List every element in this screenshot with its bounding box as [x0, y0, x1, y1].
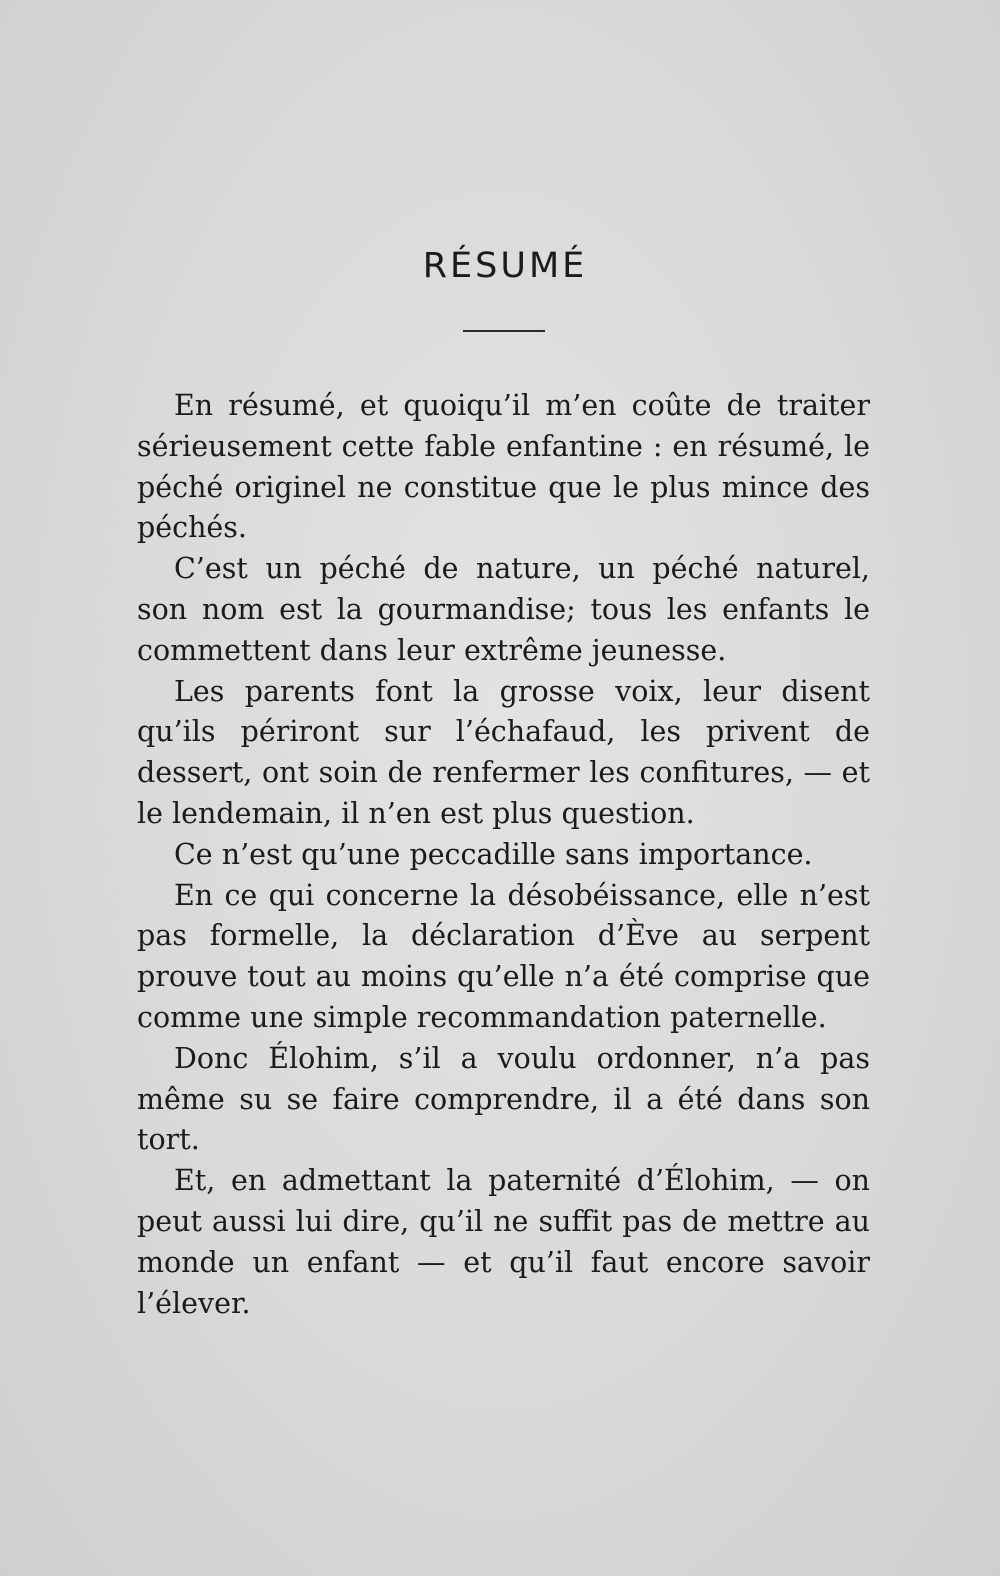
title-rule — [463, 330, 545, 332]
paragraph: Donc Élohim, s’il a voulu ordonner, n’a pas même su se faire comprendre, il a été dans son tort. — [137, 1041, 870, 1157]
chapter-title: RÉSUMÉ — [422, 246, 588, 286]
page-body — [137, 386, 870, 1324]
paragraph: Ce n’est qu’une peccadille sans importance. — [174, 837, 813, 871]
paragraph: En résumé, et quoiqu’il m’en coûte de traiter sérieusement cette fable enfantine : en résumé, le péché originel ne constitue que le plus mince des péchés. — [137, 389, 870, 545]
paragraph: Les parents font la grosse voix, leur disent qu’ils périront sur l’échafaud, les privent de dessert, ont soin de renfermer les confitures, — et le lendemain, il n’en est plus question. — [137, 674, 870, 830]
paragraph: C’est un péché de nature, un péché naturel, son nom est la gourmandise; tous les enfants le commettent dans leur extrême jeunesse. — [137, 552, 870, 667]
paragraph: Et, en admettant la paternité d’Élohim, — on peut aussi lui dire, qu’il ne suffit pas de mettre au monde un enfant — et qu’il faut encore savoir l’élever. — [137, 1164, 870, 1320]
paragraph: En ce qui concerne la désobéissance, elle n’est pas formelle, la déclaration d’Ève au serpent prouve tout au moins qu’elle n’a été comprise que comme une simple recommandation paternelle. — [137, 878, 870, 1034]
